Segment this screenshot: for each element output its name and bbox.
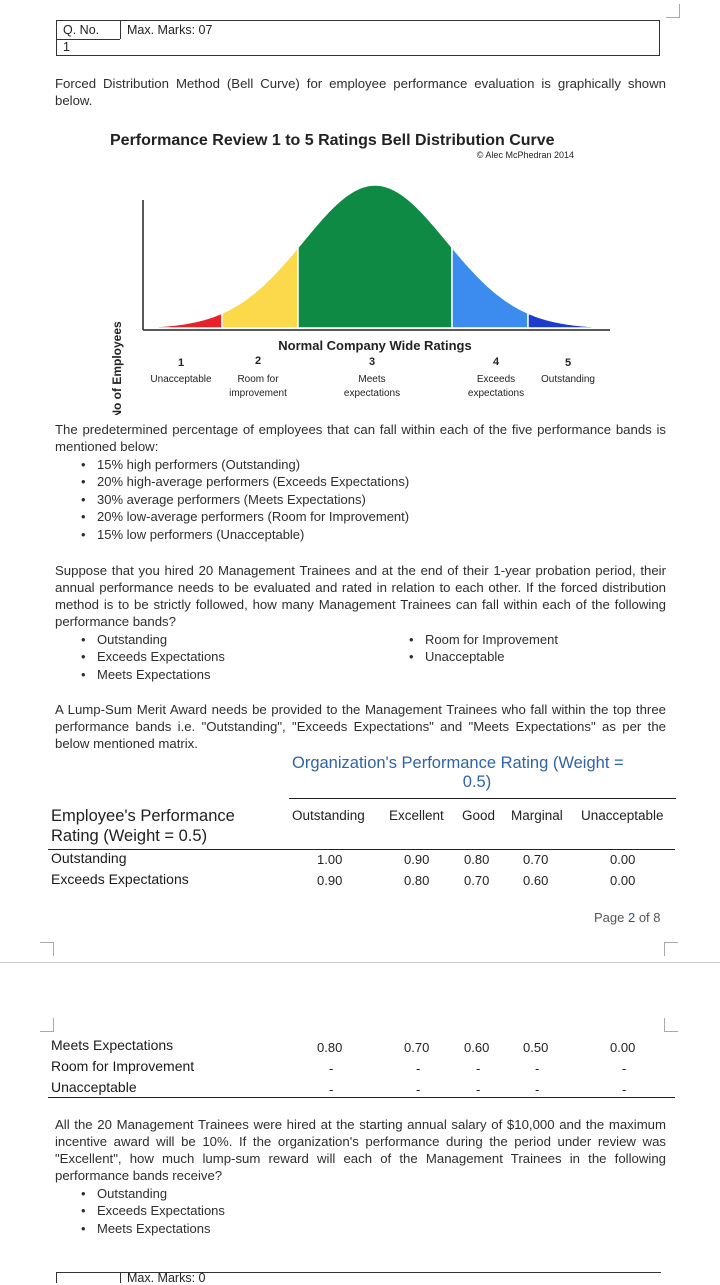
band-list-item: • Unacceptable — [403, 648, 663, 665]
band-rating-number: 2 — [254, 355, 262, 367]
page-number: Page 2 of 8 — [594, 910, 661, 925]
matrix-cell: - — [476, 1061, 481, 1076]
band-rating-number: 1 — [177, 357, 185, 369]
matrix-cell: - — [535, 1061, 540, 1076]
reward-bullet-item: • Outstanding — [75, 1185, 375, 1202]
percent-intro-text: The predetermined percentage of employees that can fall within each of the five performance bands is mentioned below: — [55, 422, 666, 454]
matrix-cell: 0.80 — [464, 852, 490, 867]
org-rating-title-line1: Organization's Performance Rating (Weight = — [292, 754, 624, 772]
salary-text: All the 20 Management Trainees were hired at the starting annual salary of $10,000 and the maximum incentive award will be 10%. If the organization's performance during the period under review was "Excellent", how much lump-sum reward will each of the Management Trainees in the following performance bands receive? — [55, 1117, 666, 1183]
band-label-line2: improvement — [229, 388, 287, 399]
matrix-cell: 1.00 — [317, 852, 343, 867]
suppose-text: Suppose that you hired 20 Management Trainees and at the end of their 1-year probation period, their annual performance needs to be evaluated and rated in relation to each other. If the forced distribution method is to be strictly followed, how many Management Trainees can fall within each of the following performance bands? — [55, 563, 666, 629]
page-corner-mark — [40, 942, 54, 956]
band-label: Meets — [358, 374, 386, 385]
matrix-cell: - — [329, 1082, 334, 1097]
percent-bullet-item: • 20% low-average performers (Room for Improvement) — [75, 508, 635, 525]
bell-curve-svg — [0, 125, 720, 415]
reward-bullet-item: • Exceeds Expectations — [75, 1202, 375, 1219]
col-header: Unacceptable — [581, 808, 664, 823]
reward-bullet-item: • Meets Expectations — [75, 1220, 375, 1237]
band-label: Exceeds — [476, 374, 516, 385]
col-header: Marginal — [511, 808, 563, 823]
percent-bullet-item: • 20% high-average performers (Exceeds Expectations) — [75, 473, 635, 490]
bell-band-5 — [528, 313, 606, 328]
matrix-cell: - — [622, 1082, 627, 1097]
question-label: Q. No. — [63, 23, 100, 37]
page-corner-mark — [666, 4, 680, 18]
bell-band-4 — [452, 247, 528, 328]
page-corner-mark — [664, 942, 678, 956]
percent-bullet-item: • 30% average performers (Meets Expectations) — [75, 491, 635, 508]
matrix-cell: 0.90 — [317, 873, 343, 888]
employee-rating-title-line1: Employee's Performance — [51, 807, 235, 825]
percent-bullet-item: • 15% low performers (Unacceptable) — [75, 526, 635, 543]
next-question-header — [56, 1272, 661, 1283]
next-max-marks: Max. Marks: 0 — [127, 1271, 206, 1285]
band-label: Unacceptable — [150, 374, 212, 385]
bell-band-3 — [298, 185, 452, 328]
band-label-line2: expectations — [343, 388, 401, 399]
percent-bullet-item: • 15% high performers (Outstanding) — [75, 456, 635, 473]
band-rating-number: 5 — [564, 357, 572, 369]
matrix-row-label: Exceeds Expectations — [51, 871, 189, 887]
band-label-line2: expectations — [467, 388, 525, 399]
band-label: Room for — [237, 374, 279, 385]
matrix-cell: 0.50 — [523, 1040, 549, 1055]
matrix-cell: 0.60 — [523, 873, 549, 888]
employee-rating-title-line2: Rating (Weight = 0.5) — [51, 827, 208, 845]
band-rating-number: 3 — [368, 356, 376, 368]
intro-text: Forced Distribution Method (Bell Curve) for employee performance evaluation is graphically shown below. — [55, 76, 666, 108]
lumpsum-text: A Lump-Sum Merit Award needs be provided to the Management Trainees who fall within the top three performance bands i.e. "Outstanding", "Exceeds Expectations" and "Meets Expectations" as per the below mentioned matrix. — [55, 702, 666, 751]
matrix-cell: - — [535, 1082, 540, 1097]
matrix-cell: - — [622, 1061, 627, 1076]
col-header: Outstanding — [292, 808, 365, 823]
col-header: Good — [462, 808, 496, 823]
bell-bands — [146, 185, 606, 328]
band-list-item: • Meets Expectations — [75, 666, 375, 683]
matrix-cell: - — [416, 1061, 421, 1076]
col-header: Excellent — [389, 808, 444, 823]
matrix-cell: 0.00 — [610, 852, 636, 867]
matrix-row-label: Outstanding — [51, 850, 127, 866]
org-rating-title — [292, 754, 682, 792]
matrix-cell: 0.90 — [404, 852, 430, 867]
matrix-cell: 0.70 — [404, 1040, 430, 1055]
reward-bullets — [75, 1185, 375, 1237]
max-marks: Max. Marks: 07 — [127, 23, 213, 37]
matrix-row-label: Room for Improvement — [51, 1058, 195, 1074]
matrix-row-label: Meets Expectations — [51, 1037, 174, 1053]
band-list-item: • Exceeds Expectations — [75, 648, 375, 665]
matrix-cell: 0.80 — [404, 873, 430, 888]
band-list-item: • Room for Improvement — [403, 631, 663, 648]
page-break — [0, 962, 720, 963]
matrix-cell: 0.00 — [610, 1040, 636, 1055]
bands-left-list — [75, 631, 375, 683]
band-list-item: • Outstanding — [75, 631, 375, 648]
y-axis-label: No of Employees — [110, 321, 124, 415]
chart-credit: © Alec McPhedran 2014 — [476, 150, 574, 160]
matrix-cell: 0.60 — [464, 1040, 490, 1055]
matrix-cell: - — [416, 1082, 421, 1097]
employee-rating-title — [51, 806, 235, 846]
bell-curve-chart — [0, 125, 720, 415]
band-rating-number: 4 — [492, 356, 500, 368]
bands-right-list — [403, 631, 663, 666]
matrix-cell: 0.70 — [464, 873, 490, 888]
band-labels — [150, 355, 595, 399]
bell-band-2 — [222, 247, 298, 328]
page-corner-mark — [40, 1018, 54, 1032]
matrix-cell: 0.80 — [317, 1040, 343, 1055]
matrix-cell: - — [476, 1082, 481, 1097]
question-number: 1 — [63, 40, 70, 54]
chart-title: Performance Review 1 to 5 Ratings Bell Distribution Curve — [110, 132, 555, 149]
question-header — [56, 20, 660, 56]
percent-bullets — [75, 456, 635, 543]
matrix-cell: 0.00 — [610, 873, 636, 888]
matrix-cell: 0.70 — [523, 852, 549, 867]
matrix-row-label: Unacceptable — [51, 1079, 137, 1095]
page-corner-mark — [664, 1018, 678, 1032]
org-rating-title-line2: 0.5) — [462, 773, 492, 791]
bell-band-1 — [146, 313, 222, 328]
x-axis-label: Normal Company Wide Ratings — [278, 338, 472, 353]
matrix-cell: - — [329, 1061, 334, 1076]
band-label: Outstanding — [541, 374, 595, 385]
